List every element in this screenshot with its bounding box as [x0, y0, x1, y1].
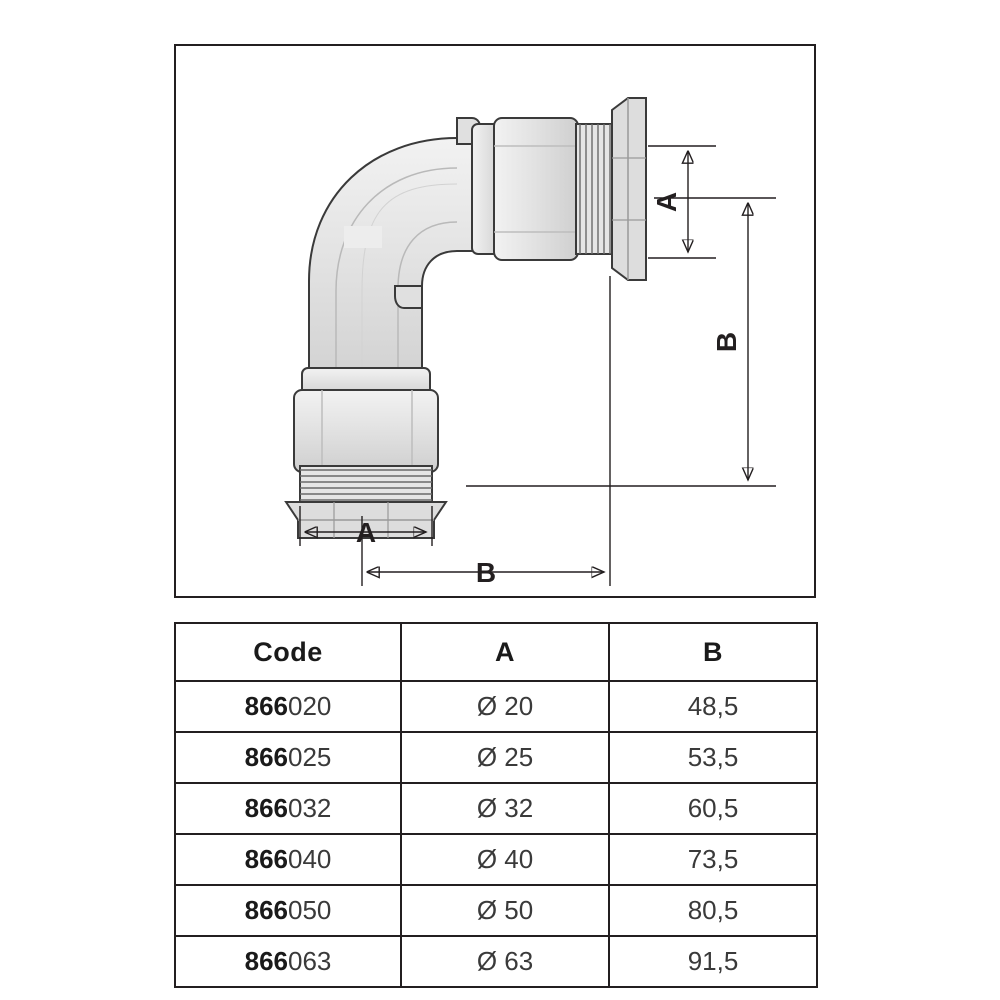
label-a-vertical: A	[651, 191, 682, 213]
cell-code	[175, 783, 401, 834]
cell-a: Ø 25	[401, 732, 609, 783]
table-row	[175, 834, 817, 885]
label-b-horizontal: B	[475, 557, 497, 588]
cell-b: 53,5	[609, 732, 817, 783]
code-suffix: 063	[288, 946, 332, 976]
cell-code	[175, 885, 401, 936]
cell-b: 48,5	[609, 681, 817, 732]
cell-code	[175, 936, 401, 987]
cell-b: 80,5	[609, 885, 817, 936]
label-a-horizontal: A	[355, 517, 377, 548]
table-row	[175, 732, 817, 783]
fitting-body-graphic	[286, 98, 646, 538]
code-suffix: 050	[288, 895, 332, 925]
table-row	[175, 783, 817, 834]
technical-drawing-panel	[174, 44, 816, 598]
table-row	[175, 681, 817, 732]
cell-b: 91,5	[609, 936, 817, 987]
code-prefix: 866	[244, 946, 288, 976]
column-header-code: Code	[175, 623, 401, 681]
code-prefix: 866	[244, 691, 288, 721]
cell-code	[175, 681, 401, 732]
cell-a: Ø 50	[401, 885, 609, 936]
code-suffix: 025	[288, 742, 332, 772]
code-suffix: 032	[288, 793, 332, 823]
cell-code	[175, 834, 401, 885]
code-prefix: 866	[244, 844, 288, 874]
cell-a: Ø 63	[401, 936, 609, 987]
cell-a: Ø 32	[401, 783, 609, 834]
cell-a: Ø 40	[401, 834, 609, 885]
column-header-a: A	[401, 623, 609, 681]
elbow-fitting-drawing	[176, 46, 818, 600]
table-row	[175, 936, 817, 987]
label-b-vertical: B	[711, 331, 742, 353]
code-prefix: 866	[244, 793, 288, 823]
code-prefix: 866	[244, 742, 288, 772]
cell-b: 60,5	[609, 783, 817, 834]
cell-code	[175, 732, 401, 783]
specification-table	[174, 622, 818, 988]
table-header-row	[175, 623, 817, 681]
cell-b: 73,5	[609, 834, 817, 885]
cell-a: Ø 20	[401, 681, 609, 732]
code-prefix: 866	[244, 895, 288, 925]
code-suffix: 040	[288, 844, 332, 874]
column-header-b: B	[609, 623, 817, 681]
code-suffix: 020	[288, 691, 332, 721]
table-row	[175, 885, 817, 936]
